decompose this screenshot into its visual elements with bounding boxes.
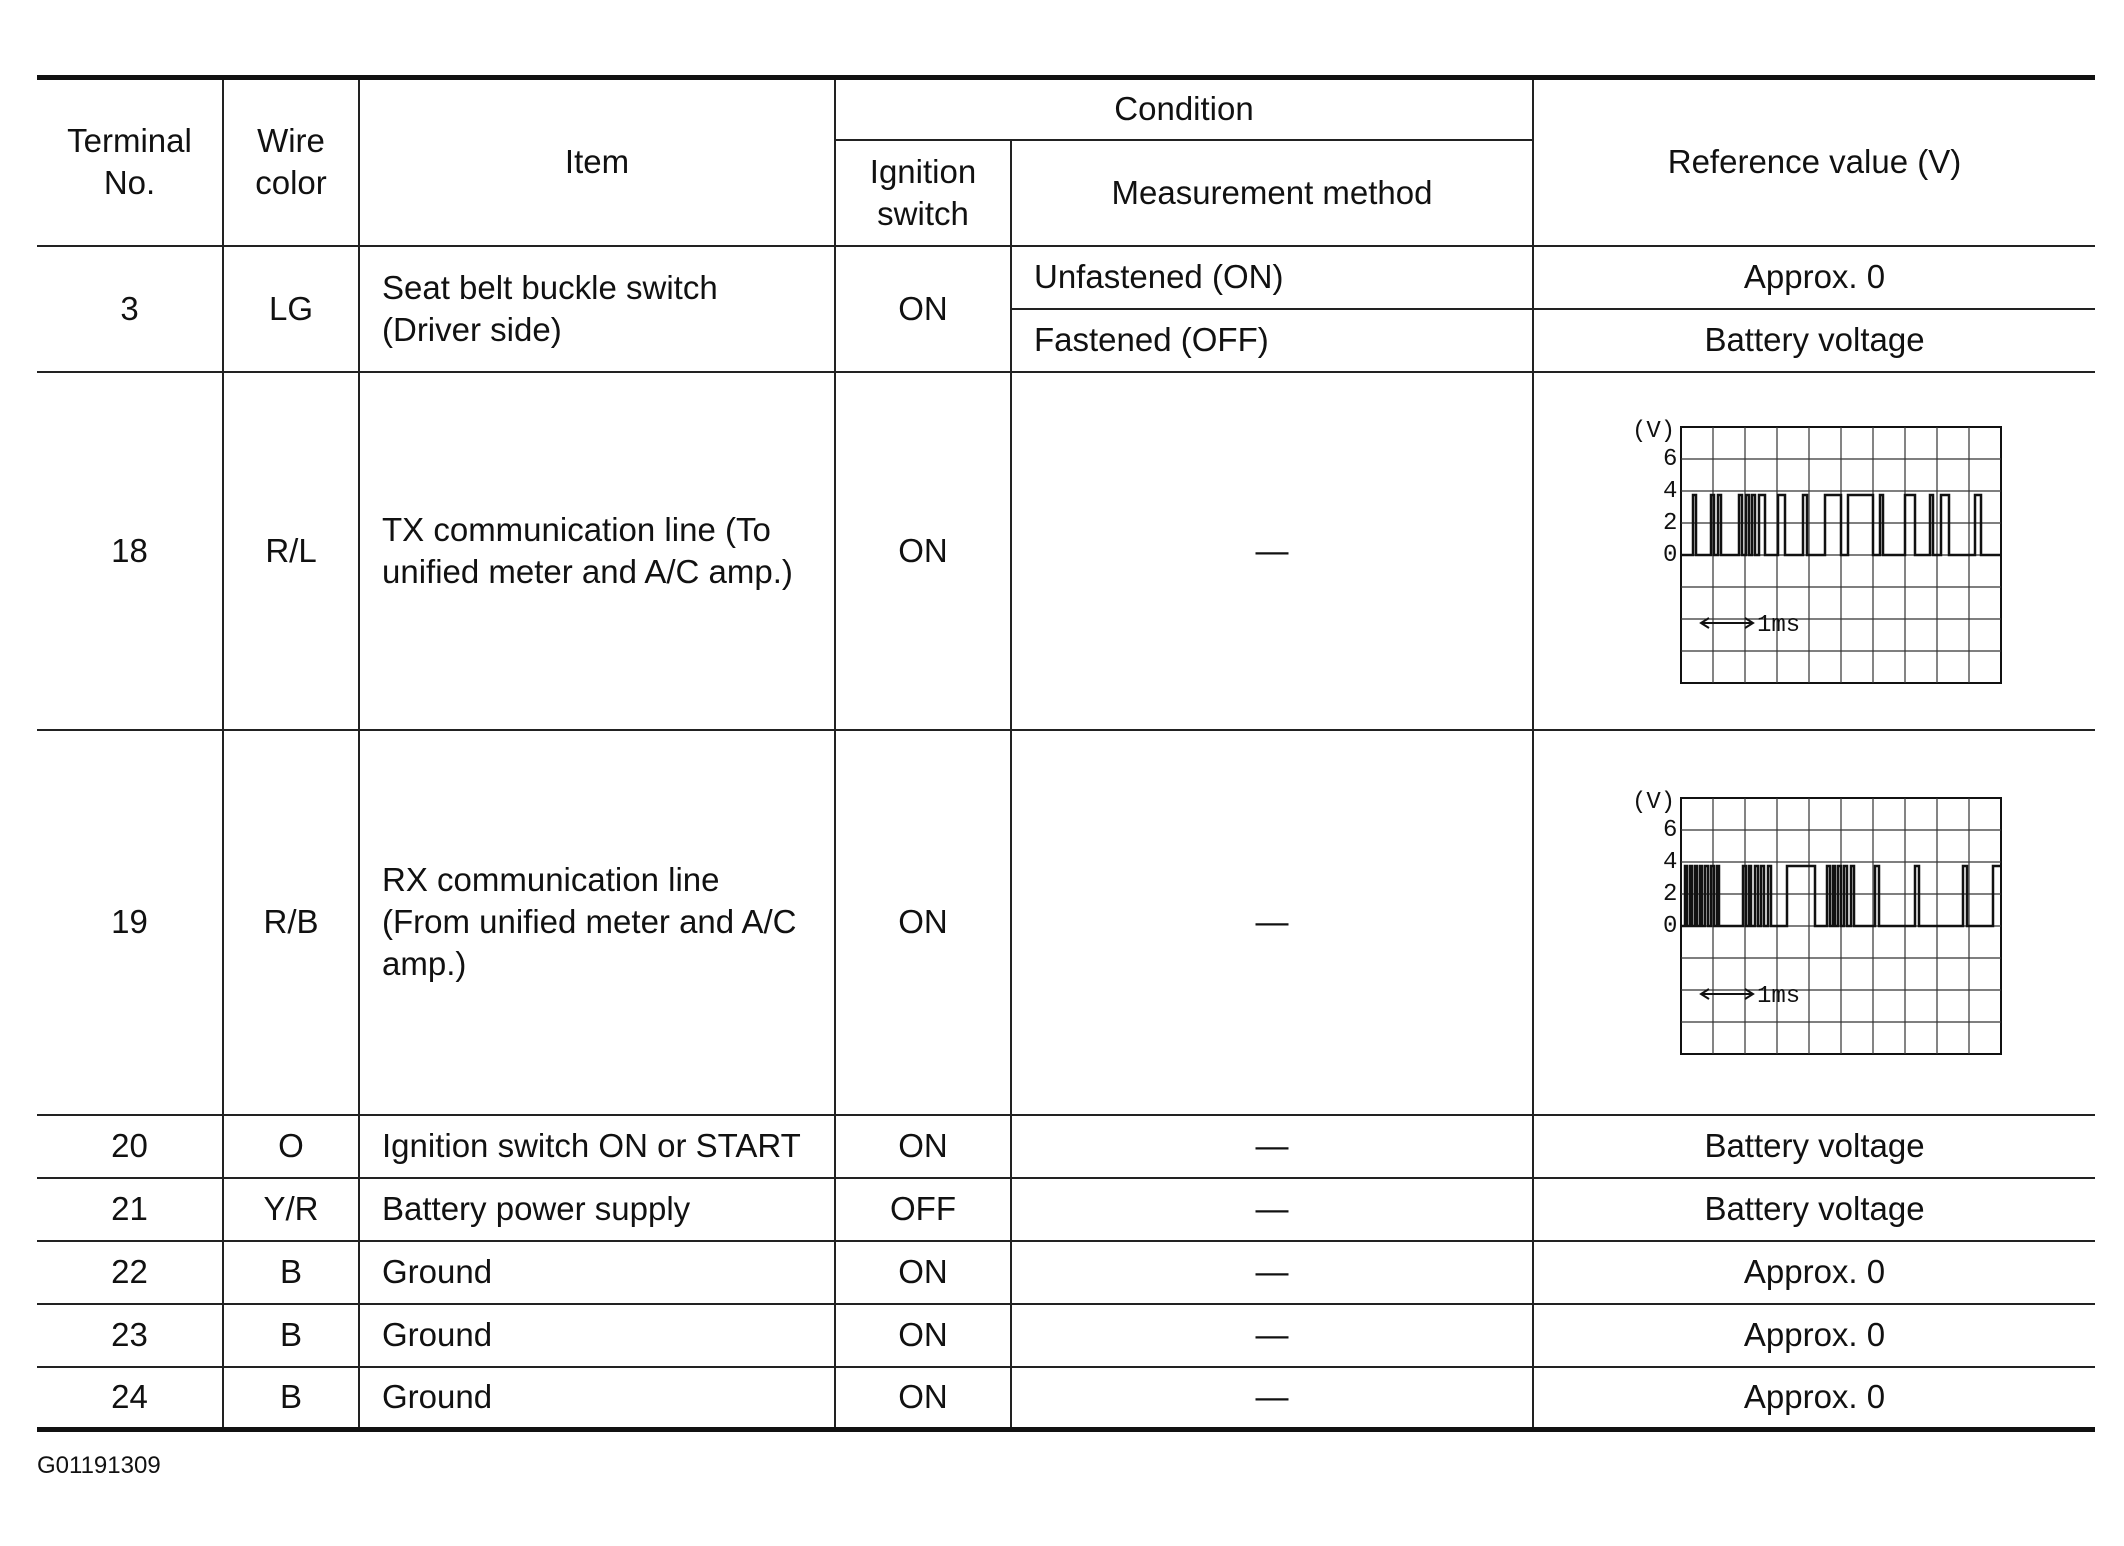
reference-cell: Approx. 0 xyxy=(1533,1367,2095,1430)
reference-cell: Approx. 0 xyxy=(1533,246,2095,309)
reference-cell: Battery voltage xyxy=(1533,1115,2095,1178)
tx-waveform-trace xyxy=(1681,495,2001,555)
method-cell: — xyxy=(1011,1115,1533,1178)
reference-cell: Battery voltage xyxy=(1533,1178,2095,1241)
rx-waveform-trace xyxy=(1681,866,2001,926)
header-item: Item xyxy=(359,78,835,246)
ignition-cell: ON xyxy=(835,246,1011,372)
header-measurement-method: Measurement method xyxy=(1011,140,1533,246)
scope-tick-2: 2 xyxy=(1662,509,1677,537)
scope-unit-label: (V) xyxy=(1631,789,1675,816)
reference-cell: Approx. 0 xyxy=(1533,1241,2095,1304)
header-reference-value: Reference value (V) xyxy=(1533,78,2095,246)
scope-tick-0: 0 xyxy=(1662,913,1677,940)
terminal-cell: 21 xyxy=(37,1178,223,1241)
wire-color-cell: O xyxy=(223,1115,359,1178)
item-cell: Ground xyxy=(359,1304,835,1367)
scope-time-label: 1ms xyxy=(1756,983,1800,1010)
terminal-cell: 19 xyxy=(37,730,223,1115)
method-cell: — xyxy=(1011,1367,1533,1430)
reference-cell: Approx. 0 xyxy=(1533,1304,2095,1367)
wire-color-cell: R/L xyxy=(223,372,359,730)
header-wire-color: Wire color xyxy=(223,78,359,246)
scope-tick-2: 2 xyxy=(1662,881,1677,908)
terminal-cell: 18 xyxy=(37,372,223,730)
scope-time-label: 1ms xyxy=(1756,611,1800,639)
ignition-cell: ON xyxy=(835,1115,1011,1178)
ignition-cell: ON xyxy=(835,372,1011,730)
method-cell: Fastened (OFF) xyxy=(1011,309,1533,372)
reference-waveform-cell xyxy=(1533,372,2095,730)
terminal-reference-table xyxy=(37,75,2095,1432)
figure-id-caption: G01191309 xyxy=(37,1452,161,1479)
wire-color-cell: B xyxy=(223,1367,359,1430)
wire-color-cell: B xyxy=(223,1241,359,1304)
reference-waveform-cell xyxy=(1533,730,2095,1115)
item-cell: Ground xyxy=(359,1241,835,1304)
method-cell: — xyxy=(1011,372,1533,730)
wire-color-cell: R/B xyxy=(223,730,359,1115)
item-cell: Ground xyxy=(359,1367,835,1430)
terminal-cell: 24 xyxy=(37,1367,223,1430)
header-condition: Condition xyxy=(835,78,1533,140)
item-cell: Ignition switch ON or START xyxy=(359,1115,835,1178)
method-cell: — xyxy=(1011,1304,1533,1367)
item-cell: Seat belt buckle switch (Driver side) xyxy=(359,246,835,372)
wire-color-cell: Y/R xyxy=(223,1178,359,1241)
header-ignition-switch: Ignition switch xyxy=(835,140,1011,246)
item-cell: TX communication line (To unified meter and A/C amp.) xyxy=(359,372,835,730)
ignition-cell: ON xyxy=(835,1241,1011,1304)
rx-waveform-graph xyxy=(1615,782,2015,1062)
terminal-cell: 3 xyxy=(37,246,223,372)
terminal-cell: 22 xyxy=(37,1241,223,1304)
terminal-cell: 20 xyxy=(37,1115,223,1178)
item-cell: Battery power supply xyxy=(359,1178,835,1241)
wire-color-cell: LG xyxy=(223,246,359,372)
scope-tick-0: 0 xyxy=(1662,541,1677,569)
ignition-cell: ON xyxy=(835,1367,1011,1430)
method-cell: — xyxy=(1011,1241,1533,1304)
terminal-cell: 23 xyxy=(37,1304,223,1367)
scope-tick-6: 6 xyxy=(1662,445,1677,473)
ignition-cell: ON xyxy=(835,730,1011,1115)
scope-tick-6: 6 xyxy=(1662,817,1677,844)
tx-waveform-graph xyxy=(1615,411,2015,691)
method-cell: — xyxy=(1011,1178,1533,1241)
reference-cell: Battery voltage xyxy=(1533,309,2095,372)
ignition-cell: OFF xyxy=(835,1178,1011,1241)
header-terminal: Terminal No. xyxy=(37,78,223,246)
ignition-cell: ON xyxy=(835,1304,1011,1367)
item-cell: RX communication line (From unified meter and A/C amp.) xyxy=(359,730,835,1115)
wire-color-cell: B xyxy=(223,1304,359,1367)
scope-unit-label: (V) xyxy=(1631,417,1675,445)
scope-tick-4: 4 xyxy=(1662,849,1677,876)
method-cell: — xyxy=(1011,730,1533,1115)
scope-tick-4: 4 xyxy=(1662,477,1677,505)
method-cell: Unfastened (ON) xyxy=(1011,246,1533,309)
